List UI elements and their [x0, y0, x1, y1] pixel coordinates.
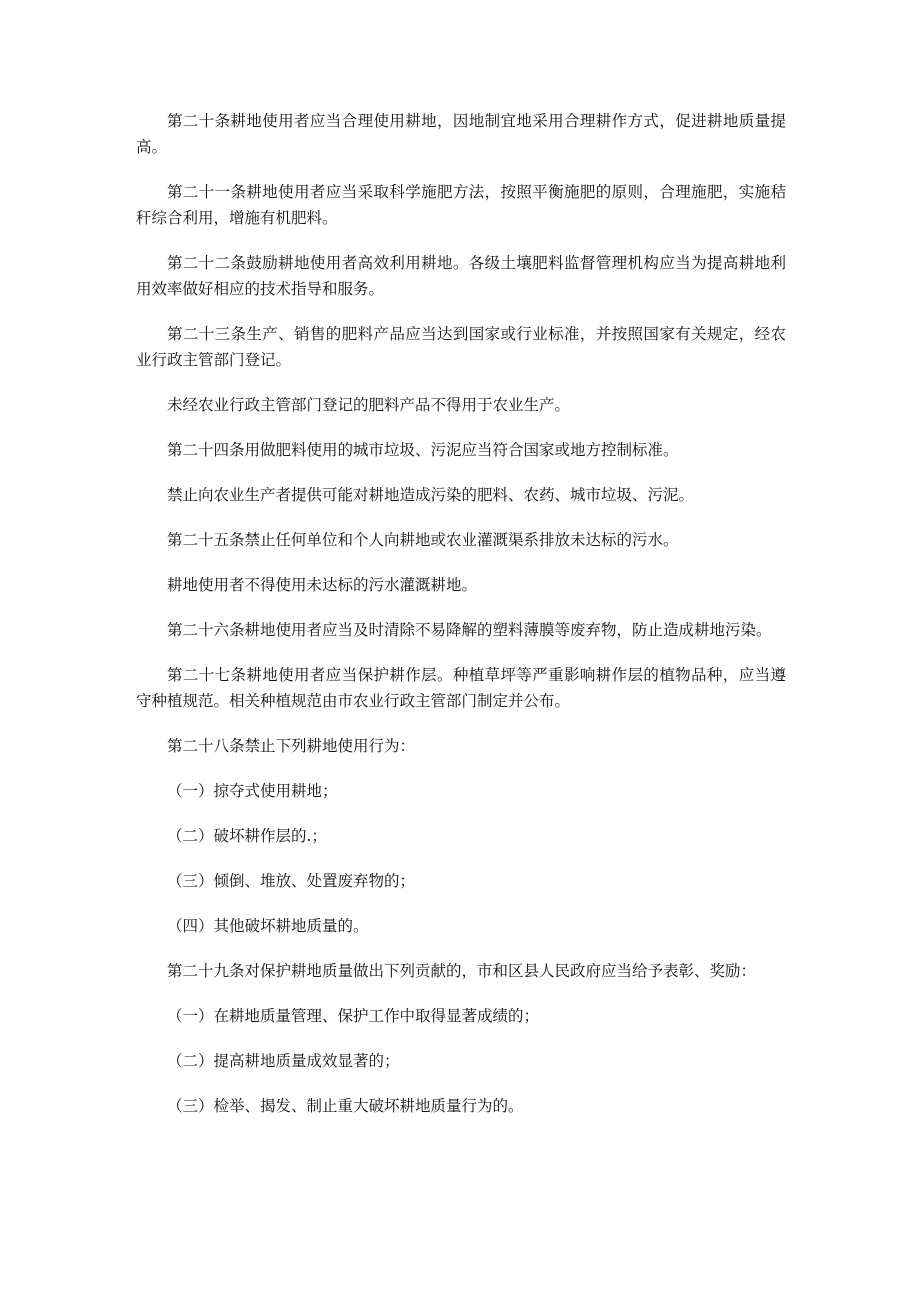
article-27: 第二十七条耕地使用者应当保护耕作层。种植草坪等严重影响耕作层的植物品种，应当遵守种植规范。相关种植规范由市农业行政主管部门制定并公布。: [136, 666, 786, 710]
document-body: [136, 108, 786, 1138]
article-20: 第二十条耕地使用者应当合理使用耕地，因地制宜地采用合理耕作方式，促进耕地质量提高。: [136, 112, 786, 156]
article-24-clause-2: 禁止向农业生产者提供可能对耕地造成污染的肥料、农药、城市垃圾、污泥。: [167, 486, 695, 504]
article-22: 第二十二条鼓励耕地使用者高效利用耕地。各级土壤肥料监督管理机构应当为提高耕地利用效率做好相应的技术指导和服务。: [136, 254, 786, 298]
article-28: 第二十八条禁止下列耕地使用行为：: [167, 737, 416, 755]
article-29-item-1: （一）在耕地质量管理、保护工作中取得显著成绩的；: [167, 1007, 540, 1025]
article-25-clause-2: 耕地使用者不得使用未达标的污水灌溉耕地。: [167, 576, 478, 594]
article-24: 第二十四条用做肥料使用的城市垃圾、污泥应当符合国家或地方控制标准。: [167, 441, 679, 459]
article-23-clause-2: 未经农业行政主管部门登记的肥料产品不得用于农业生产。: [167, 396, 571, 414]
article-25: 第二十五条禁止任何单位和个人向耕地或农业灌溉渠系排放未达标的污水。: [167, 531, 679, 549]
article-21: 第二十一条耕地使用者应当采取科学施肥方法，按照平衡施肥的原则，合理施肥，实施秸秆综合利用，增施有机肥料。: [136, 183, 786, 227]
article-28-item-4: （四）其他破坏耕地质量的。: [167, 917, 369, 935]
article-28-item-3: （三）倾倒、堆放、处置废弃物的；: [167, 872, 416, 890]
article-29: 第二十九条对保护耕地质量做出下列贡献的，市和区县人民政府应当给予表彰、奖励：: [167, 962, 757, 980]
article-28-item-1: （一）掠夺式使用耕地；: [167, 782, 338, 800]
article-26: 第二十六条耕地使用者应当及时清除不易降解的塑料薄膜等废弃物，防止造成耕地污染。: [167, 621, 772, 639]
article-28-item-2: （二）破坏耕作层的.；: [167, 827, 327, 845]
article-23: 第二十三条生产、销售的肥料产品应当达到国家或行业标准，并按照国家有关规定，经农业行政主管部门登记。: [136, 325, 786, 369]
article-29-item-3: （三）检举、揭发、制止重大破坏耕地质量行为的。: [167, 1097, 524, 1115]
article-29-item-2: （二）提高耕地质量成效显著的；: [167, 1052, 400, 1070]
